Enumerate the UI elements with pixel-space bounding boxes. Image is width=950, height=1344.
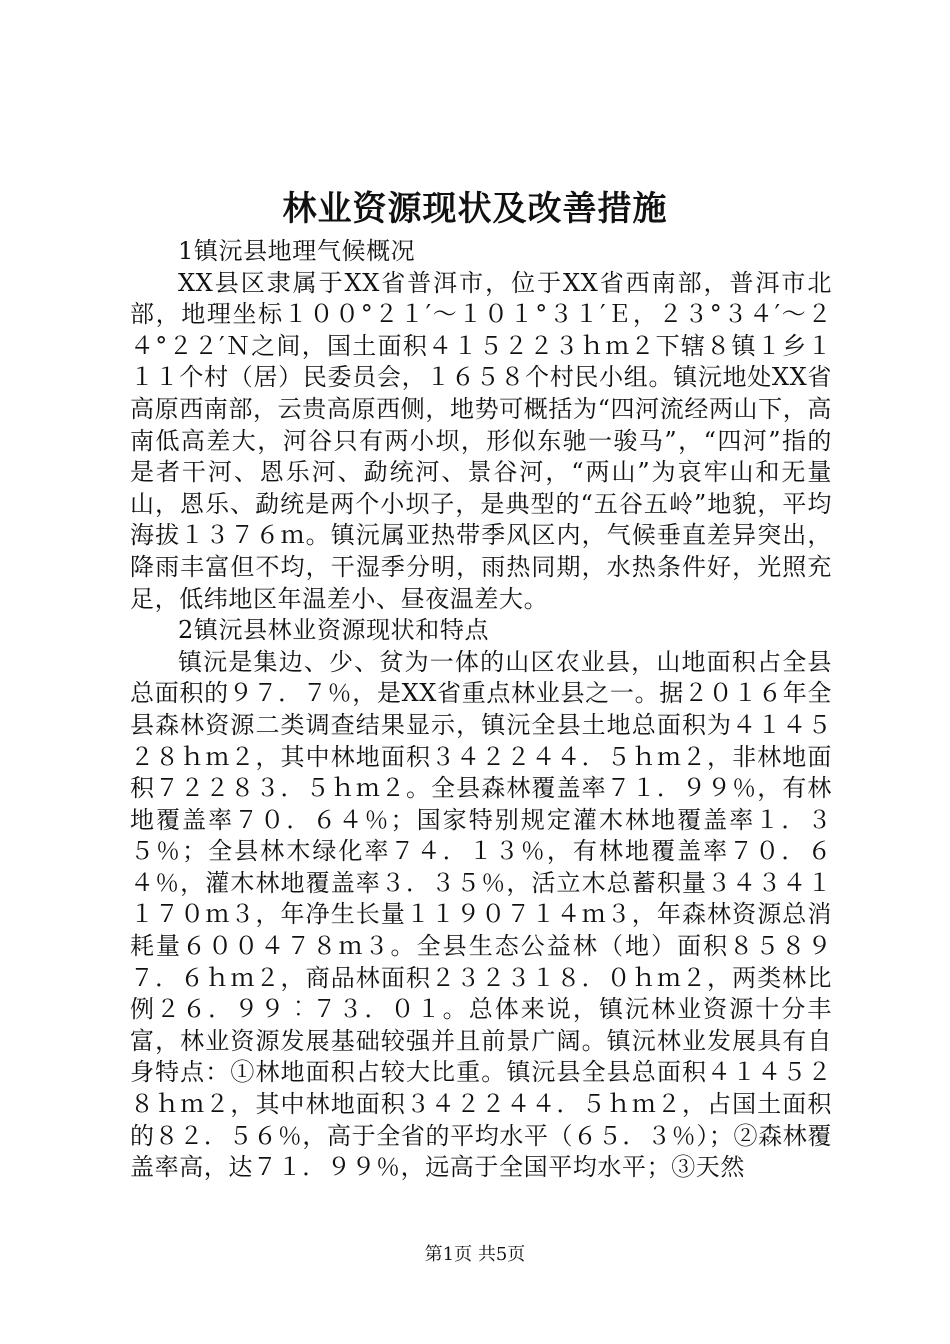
section-2-paragraph: 镇沅是集边、少、贫为一体的山区农业县，山地面积占全县总面积的９７．７％，是XX省重点林业县之一。据２０１６年全县森林资源二类调查结果显示，镇沅全县土地总面积为４１４５２８ｈｍ２，其中林地面积３４２２４４．５ｈｍ２，非林地面积７２２８３．５ｈｍ２。全县森林覆盖率７１．９９％，有林地覆盖率７０．６４％；国家特别规定灌木林地覆盖率１．３５％；全县林木绿化率７４．１３％，有林地覆盖率７０．６４％，灌木林地覆盖率３．３５％，活立木总蓄积量３４３４１１７０ｍ３，年净生长量１１９０７１４ｍ３，年森林资源总消耗量６００４７８ｍ３。全县生态公益林（地）面积８５８９７．６ｈｍ２，商品林面积２３２３１８．０ｈｍ２，两类林比例２６．９９︰７３．０１。总体来说，镇沅林业资源十分丰富，林业资源发展基础较强并且前景广阔。镇沅林业发展具有自身特点：①林地面积占较大比重。镇沅县全县总面积４１４５２８ｈｍ２，其中林地面积３４２２４４．５ｈｍ２，占国土面积的８２．５６％，高于全省的平均水平（６５．３％）；②森林覆盖率高，达７１．９９％，远高于全国平均水平；③天然: [130, 647, 832, 1182]
section-2-heading: 2镇沅县林业资源现状和特点: [178, 616, 490, 645]
page-number-footer: 第1页 共5页: [424, 1244, 526, 1265]
section-1-heading: 1镇沅县地理气候概况: [178, 237, 416, 265]
document-body: [130, 236, 832, 1184]
document-title: 林业资源现状及改善措施: [282, 189, 668, 229]
section-1-paragraph: XX县区隶属于XX省普洱市，位于XX省西南部，普洱市北部，地理坐标１００°２１′～１０１°３１′Ｅ，２３°３４′～２４°２２′Ｎ之间，国土面积４１５２２３ｈｍ２下辖８镇１乡１１１个村（居）民委员会，１６５８个村民小组。镇沅地处XX省高原西南部，云贵高原西侧，地势可概括为“四河流经两山下，高南低高差大，河谷只有两小坝，形似东驰一骏马”，“四河”指的是者干河、恩乐河、勐统河、景谷河，“两山”为哀牢山和无量山，恩乐、勐统是两个小坝子，是典型的“五谷五岭”地貌，平均海拔１３７６ｍ。镇沅属亚热带季风区内，气候垂直差异突出，降雨丰富但不均，干湿季分明，雨热同期，水热条件好，光照充足，低纬地区年温差小、昼夜温差大。: [130, 268, 832, 613]
